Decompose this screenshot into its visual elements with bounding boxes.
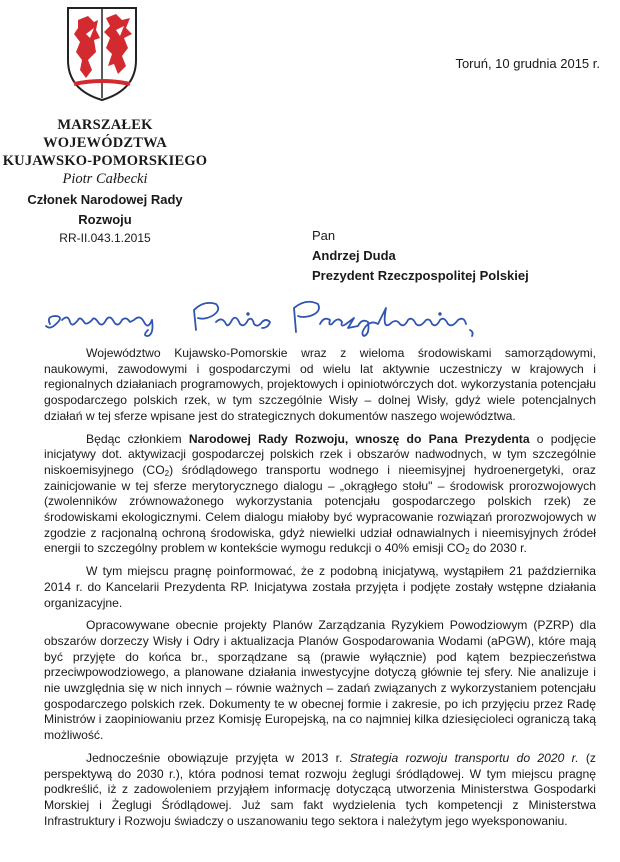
- paragraph-4: Opracowywane obecnie projekty Planów Zarządzania Ryzykiem Powodziowym (PZRP) dla obszarów dorzeczy Wisły i Odry i aktualizacja Planów Gospodarowania Wodami (aPGW), które mają być przyjęte do końca br., sporządzane są (prawie wyłącznie) pod kątem bezpieczeństwa przeciwpowodziowego, a planowane działania inwestycyjne dotyczą głównie tej sfery. Nie analizuje i nie uwzględnia się w nich innych – równie ważnych – zadań związanych z wykorzystaniem potencjału gospodarczego polskich rzek. Dokumenty te w obecnej formie i zakresie, po ich przyjęciu przez Radę Ministrów i zaopiniowaniu przez Komisję Europejską, na co najmniej kilka dziesięcioleci ograniczą taką możliwość.: [44, 618, 596, 743]
- recipient-title: Prezydent Rzeczpospolitej Polskiej: [312, 268, 529, 283]
- paragraph-1: Województwo Kujawsko-Pomorskie wraz z wieloma środowiskami samorządowymi, naukowymi, zawodowymi i gospodarczymi od wielu lat aktywnie uczestniczy w krajowych i regionalnych działaniach programowych, projektowych i opiniotwórczych dot. wykorzystania potencjału gospodarczego polskich rzek, w tym szczególnie Wisły – dolnej Wisły, gdyż wiele potencjalnych działań w tej sferze wpisane jest do strategicznych dokumentów naszego województwa.: [44, 346, 596, 423]
- paragraph-2: [44, 432, 596, 558]
- sender-block: [0, 116, 210, 246]
- paragraph-2-text: Będąc członkiem: [86, 431, 189, 446]
- paragraph-5: [44, 751, 596, 830]
- coat-of-arms: [64, 4, 140, 102]
- recipient-block: [312, 226, 529, 286]
- paragraph-2-text: do 2030 r.: [469, 541, 527, 556]
- reference-number: RR-II.043.1.2015: [59, 231, 151, 245]
- sender-title-line2: KUJAWSKO-POMORSKIEGO: [2, 153, 208, 169]
- place-and-date: Toruń, 10 grudnia 2015 r.: [455, 56, 600, 71]
- paragraph-5-text: Jednocześnie obowiązuje przyjęta w 2013 r.: [86, 750, 350, 765]
- paragraph-2-text: ) śródlądowego transportu wodnego i nieemisyjnej hydroenergetyki, oraz zainicjowanie w tej sferze merytorycznego dialogu – „okrągłego stołu" – środowisk prorozwojowych (zwolenników zrównoważonego wykorzystania potencjału gospodarczego polskich rzek) ze środowiskami ekologicznymi. Celem dialogu miałoby być wypracowanie rozwiązań prorozwojowych w zgodzie z racjonalną ochroną środowiska, gdyż niewielki udział odnawialnych i nieemisyjnych źródeł energii to szczególny problem w kontekście wymogu redukcji o 40% emisji CO: [44, 462, 596, 556]
- recipient-salutation: Pan: [312, 228, 336, 243]
- paragraph-3: W tym miejscu pragnę poinformować, że z podobną inicjatywą, wystąpiłem 21 października 2014 r. do Kancelarii Prezydenta RP. Inicjatywa została przyjęta i podjęte zostały wstępne działania organizacyjne.: [44, 564, 596, 610]
- coat-of-arms-griffin-icon: [64, 4, 140, 102]
- handwriting-image: [44, 290, 484, 338]
- paragraph-2-text: o podjęcie inicjatywy dot. aktywizacji gospodarczej polskich rzek i obszarów nadwodnych, w tym szczególnie niskoemisyjnego (CO: [44, 431, 596, 477]
- sender-role: Członek Narodowej Rady Rozwoju: [27, 192, 183, 227]
- paragraph-5-text: (z perspektywą do 2030 r.), która podnosi temat rozwoju żeglugi śródlądowej. W tym miejscu pragnę podkreślić, iż z zadowoleniem przyjąłem informację dotyczącą utworzenia Ministerstwa Gospodarki Morskiej i Żeglugi Śródlądowej. Już sam fakt wydzielenia tych kompetencji z Ministerstwa Infrastruktury i Rozwoju świadczy o uszanowaniu tego sektora i należytym jego wyeksponowaniu.: [44, 750, 596, 828]
- co2-subscript: 2: [164, 468, 170, 478]
- handwritten-greeting: [44, 290, 484, 338]
- recipient-name: Andrzej Duda: [312, 248, 396, 263]
- sender-name: Piotr Całbecki: [62, 171, 148, 187]
- strategy-title: Strategia rozwoju transportu do 2020 r.: [349, 750, 579, 765]
- sender-title-line1: MARSZAŁEK WOJEWÓDZTWA: [43, 117, 167, 151]
- paragraph-2-bold: Narodowej Rady Rozwoju, wnoszę do Pana Prezydenta: [188, 431, 530, 446]
- co2-subscript: 2: [465, 547, 470, 557]
- letter-body: [44, 346, 596, 836]
